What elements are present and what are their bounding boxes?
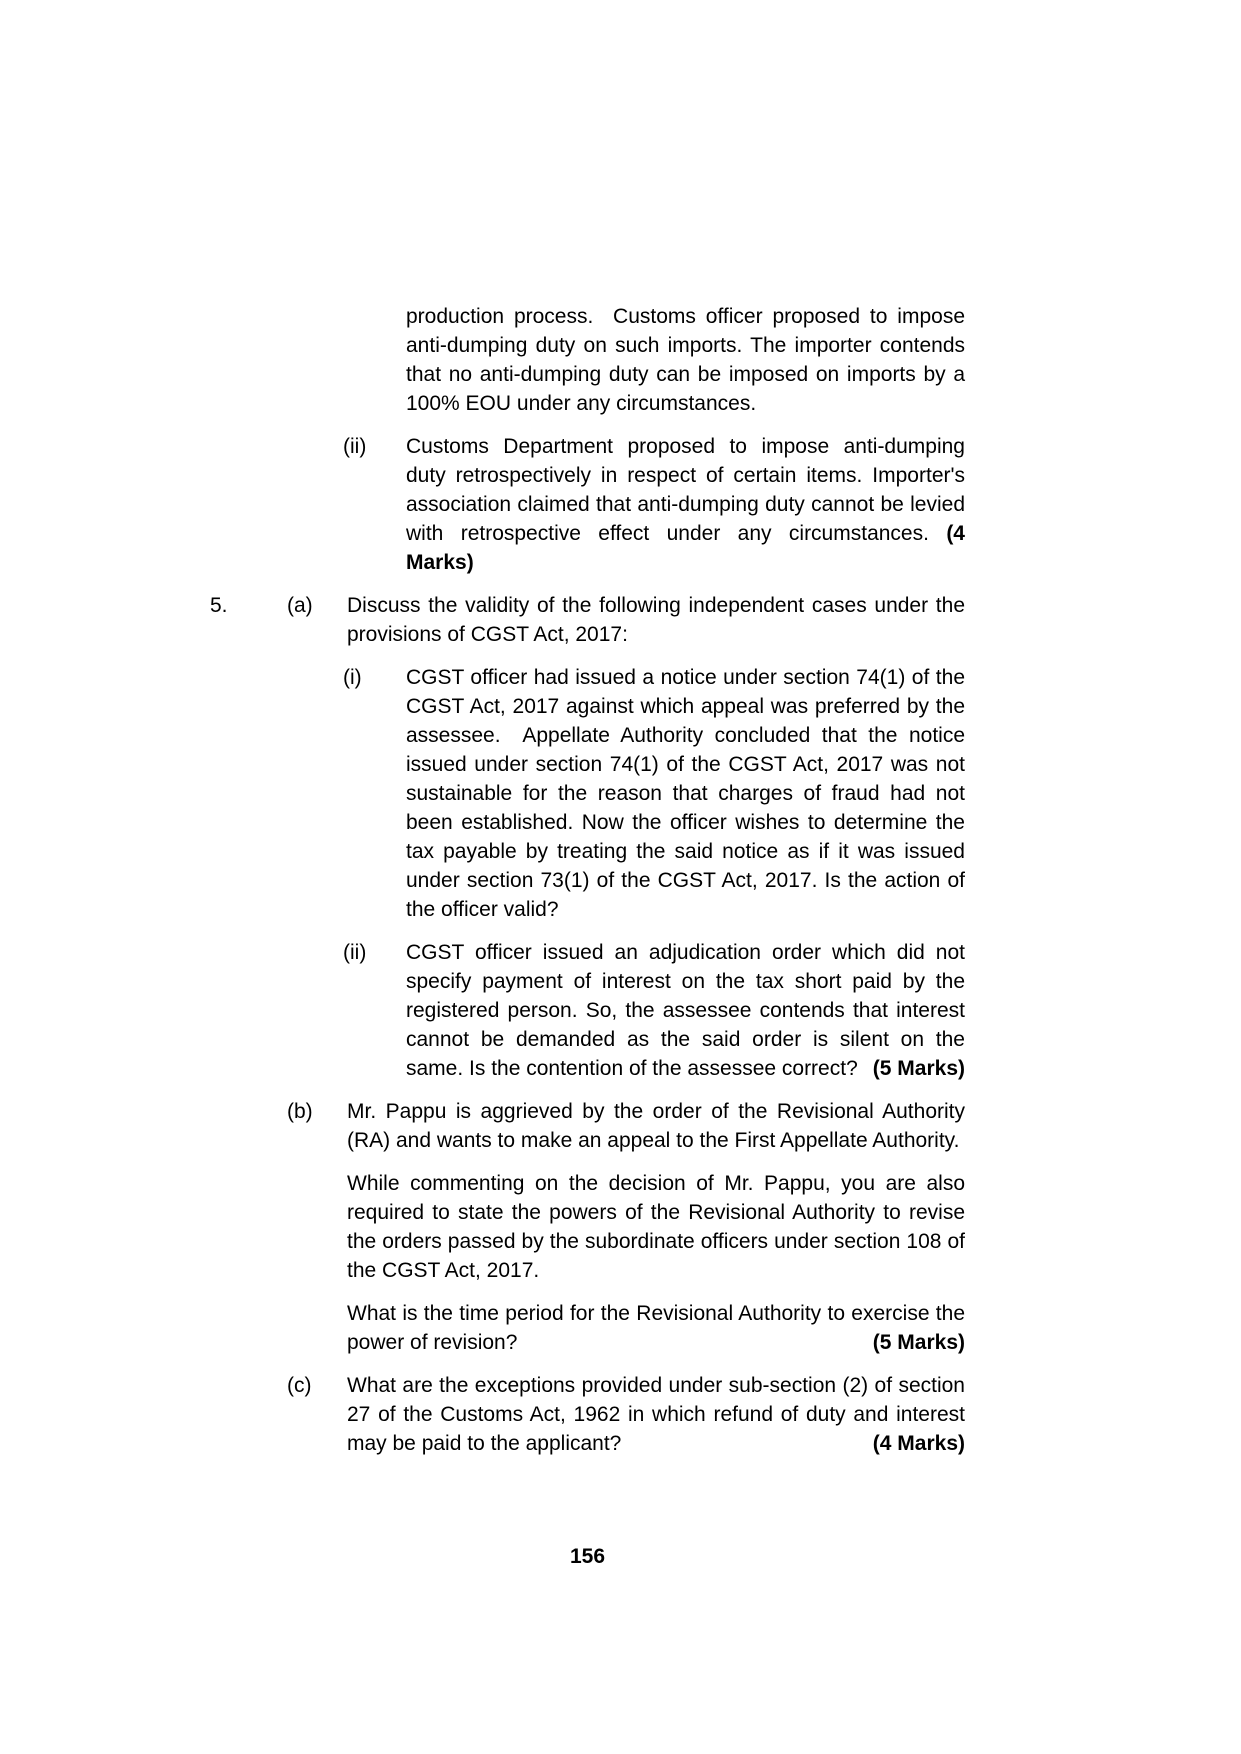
q5-a-item-ii-marks: (5 Marks) [872, 1057, 965, 1080]
q5-a-item-ii-paragraph [406, 938, 965, 1083]
q5-a-item-ii-text: CGST officer issued an adjudication order which did not specify payment of interest on the tax short paid by the registered person. So, the assessee contends that interest cannot be demanded as the said order is silent on the same. Is the contention of the assessee correct? [406, 941, 965, 1080]
q5-b [287, 1097, 965, 1371]
q5-b-marks: (5 Marks) [872, 1331, 965, 1354]
q5-c [287, 1371, 965, 1472]
q5-c-text: What are the exceptions provided under sub-section (2) of section 27 of the Customs Act, 1962 in which refund of duty and interest may be paid to the applicant? [347, 1374, 965, 1455]
q5-a-item-i-text: CGST officer had issued a notice under section 74(1) of the CGST Act, 2017 against which appeal was preferred by the assessee. Appellate Authority concluded that the notice issued under section 74(1) of the CGST Act, 2017 was not sustainable for the reason that charges of fraud had not been established. Now the officer wishes to determine the tax payable by treating the said notice as if it was issued under section 73(1) of the CGST Act, 2017. Is the action of the officer valid? [406, 666, 965, 921]
q4-item-ii-text: Customs Department proposed to impose anti-dumping duty retrospectively in respect of certain items. Importer's association claimed that anti-dumping duty cannot be levied with retrospective effect under any circumstances. [406, 435, 965, 545]
q5-b-paragraph-3-text: What is the time period for the Revisional Authority to exercise the power of revision? [347, 1302, 965, 1354]
q4-item-ii-marks: (4 Marks) [406, 522, 965, 574]
page-number: 156 [569, 1545, 606, 1568]
q5-a-item-ii [343, 938, 965, 1097]
q5-b-paragraph-1: Mr. Pappu is aggrieved by the order of the Revisional Authority (RA) and wants to make an appeal to the First Appellate Authority. [347, 1100, 965, 1152]
q5-b-paragraph-3 [347, 1299, 965, 1357]
q5-a-item-ii-marker: (ii) [343, 941, 367, 964]
q5-c-paragraph [347, 1371, 965, 1458]
q5-a-intro: Discuss the validity of the following independent cases under the provisions of CGST Act, 2017: [347, 594, 965, 646]
q5-b-body [347, 1097, 965, 1371]
q5-b-marker: (b) [287, 1100, 313, 1123]
q5-b-paragraph-2: While commenting on the decision of Mr. Pappu, you are also required to state the powers of the Revisional Authority to revise the orders passed by the subordinate officers under section 108 of the CGST Act, 2017. [347, 1172, 965, 1282]
q5-c-marks: (4 Marks) [872, 1432, 965, 1455]
q5-a-marker: (a) [287, 594, 313, 617]
q4-item-ii [343, 432, 965, 591]
q5-a-item-i [343, 663, 965, 938]
q4-item-ii-marker: (ii) [343, 435, 367, 458]
q4-item-ii-paragraph [406, 432, 965, 577]
q5-row [210, 591, 965, 663]
q4-continuation-paragraph: production process. Customs officer proposed to impose anti-dumping duty on such imports. The importer contends that no anti-dumping duty can be imposed on imports by a 100% EOU under any circumstances. [406, 305, 965, 415]
q5-a-item-i-marker: (i) [343, 666, 362, 689]
q5-number: 5. [210, 594, 228, 617]
q5-c-marker: (c) [287, 1374, 312, 1397]
